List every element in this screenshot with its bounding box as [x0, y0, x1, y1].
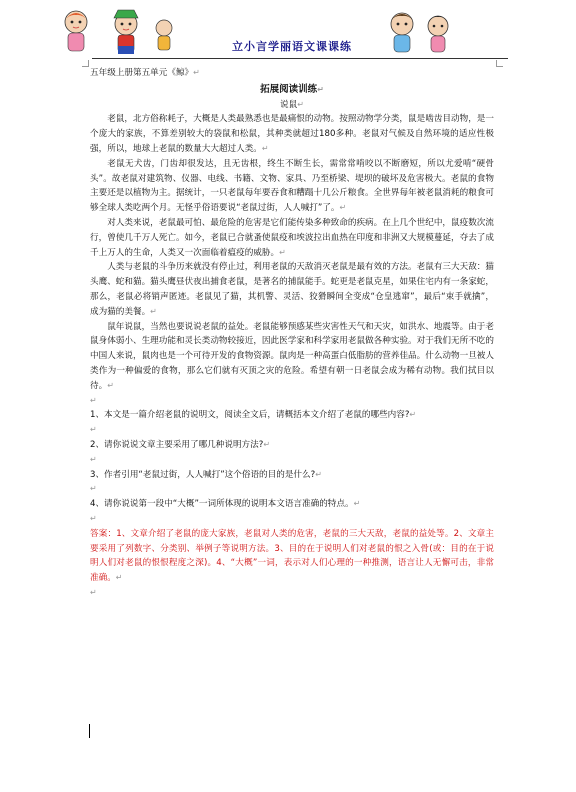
paragraph: 老鼠无犬齿，门齿却很发达，且无齿根，终生不断生长，需常常啃咬以不断磨短，所以尤爱啃“硬骨头”。故老鼠对建筑物、仪器、电线、书籍、文物、家具、乃至桥梁、堤坝的破坏及危害极大。老鼠的食物主要还是以植物为主。据统计，一只老鼠每年要吞食和糟蹋十几公斤粮食。全世界每年被老鼠消耗的粮食可够全球人类吃两个月。无怪乎俗语要说“老鼠过街，人人喊打”了。↵ [90, 158, 494, 214]
question: 3、作者引用“老鼠过街，人人喊打”这个俗语的目的是什么?↵ [90, 469, 322, 480]
paragraph: 人类与老鼠的斗争历来就没有停止过，利用老鼠的天敌消灭老鼠是最有效的方法。老鼠有三大天敌：猫头鹰、蛇和猫。猫头鹰昼伏夜出捕食老鼠，是著名的捕鼠能手。蛇更是老鼠克星，如果住宅内有一条家蛇，那么，老鼠必将销声匿迹。老鼠见了猫，其机警、灵活、狡猾瞬间全变成“仓皇逃窜”，最后“束手就擒”，成为猫的美餐。↵ [90, 262, 494, 317]
page-header [0, 0, 576, 58]
text-cursor [89, 724, 90, 738]
margin-corner-mark [82, 60, 89, 67]
empty-line: ↵ [90, 425, 97, 435]
paragraph: 对人类来说，老鼠最可怕、最危险的危害是它们能传染多种致命的疾病。在上几个世纪中，鼠疫数次流行，曾使几千万人死亡。如今，老鼠已合就蚤使鼠疫和埃波拉出血热在印度和非洲又大规模蔓延，夺去了成千上万人的生命，人类又一次面临着瘟疫的威胁。↵ [90, 217, 494, 258]
exercise-title: 拓展阅读训练↵ [260, 83, 324, 95]
question: 1、本文是一篇介绍老鼠的说明文，阅读全文后，请概括本文介绍了老鼠的哪些内容?↵ [90, 410, 417, 421]
question: 2、请你说说文章主要采用了哪几种说明方法?↵ [90, 439, 271, 450]
empty-line: ↵ [90, 513, 97, 523]
empty-line: ↵ [90, 395, 97, 405]
cartoon-kids-illustration-right [384, 6, 464, 58]
article-title: 说鼠↵ [280, 99, 304, 110]
margin-corner-mark [496, 60, 503, 67]
empty-line: ↵ [90, 484, 97, 494]
document-body[interactable] [90, 66, 494, 601]
cartoon-kids-illustration [54, 6, 234, 58]
header-rule [92, 58, 508, 59]
paragraph: 老鼠，北方俗称耗子，大概是人类最熟悉也是最痛恨的动物。按照动物学分类，鼠是啮齿目动物，是一个庞大的家族，不算差别较大的袋鼠和松鼠，其种类就超过180多种。老鼠对气候及自然环境的适应性极强，所以，地球上老鼠的数量大大超过人类。↵ [90, 114, 494, 154]
unit-line: 五年级上册第五单元《鲸》↵ [90, 68, 200, 78]
brand-title: 立小言学丽语文课课练 [232, 40, 352, 53]
question: 4、请你说说第一段中“大概”一词所体现的说明本文语言准确的特点。↵ [90, 499, 361, 510]
answer-text: 答案：1、文章介绍了老鼠的庞大家族，老鼠对人类的危害，老鼠的三大天敌，老鼠的益处等。2、文章主要采用了列数字、分类别、举例子等说明方法。3、目的在于说明人们对老鼠的恨之入骨(或：目的在于说明人们对老鼠的恨恨程度之深)。4、“大概”一词，表示对人们心理的一种推测，语言让人无懈可击，非常准确。↵ [90, 528, 494, 584]
empty-line: ↵ [90, 587, 97, 597]
paragraph: 鼠年说鼠，当然也要说说老鼠的益处。老鼠能够预感某些灾害性天气和天灾，如洪水、地震等。由于老鼠身体弱小、生理功能和灵长类动物较接近，因此医学家和科学家用老鼠做各种实验。对于我们无所不吃的中国人来说，鼠肉也是一个可待开发的食物资源。鼠肉是一种高蛋白低脂肪的营养佳品。什么动物一旦被人类作为一种偏爱的食物，那么它们就有灭顶之灾的危险。希望有朝一日老鼠会成为稀有动物。我们拭目以待。↵ [90, 321, 494, 391]
empty-line: ↵ [90, 454, 97, 464]
